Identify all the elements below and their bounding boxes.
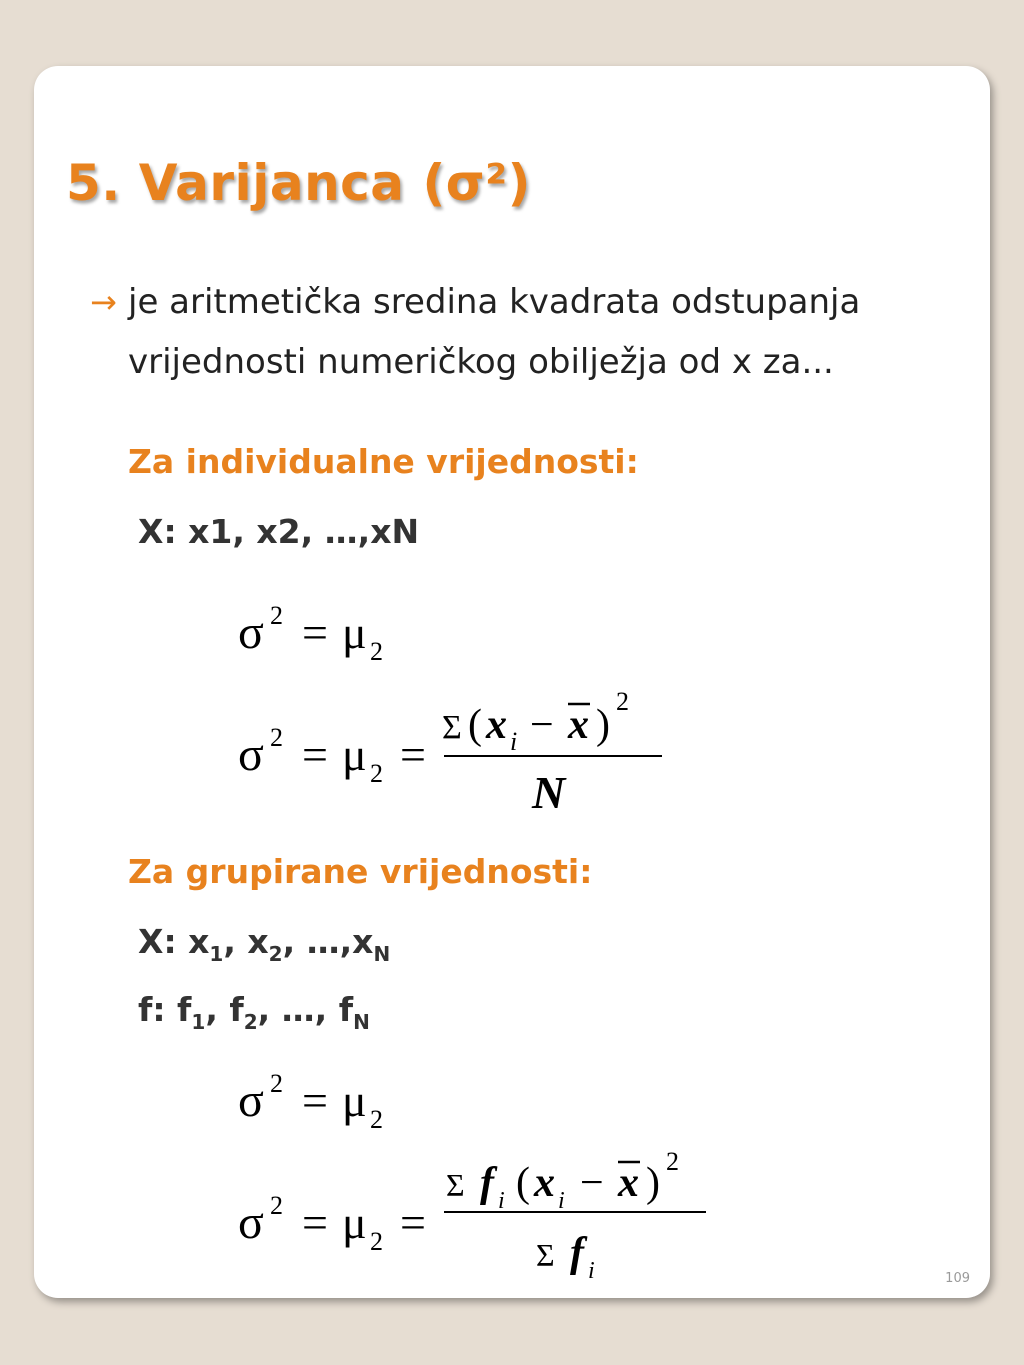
formula-variance-grouped — [234, 1146, 724, 1286]
formula-exponent: 2 — [616, 687, 629, 716]
formula-mu: μ — [342, 1197, 367, 1248]
formula-variance-short-1 — [234, 598, 434, 668]
formula-equals: = — [400, 1197, 426, 1248]
formula-exponent: 2 — [270, 601, 283, 630]
heading-grouped: Za grupirane vrijednosti: — [128, 852, 593, 891]
formula-sum: Σ — [536, 1237, 555, 1273]
series-x-mid-2: , …,x — [282, 922, 374, 961]
formula-rparen: ) — [646, 1160, 660, 1206]
series-x-lead: X: x — [138, 922, 210, 961]
slide-title: 5. Varijanca (σ²) — [66, 154, 531, 212]
series-x-sub-2: 2 — [268, 942, 283, 966]
formula-sum: Σ — [442, 709, 462, 746]
series-x-sub-N: N — [373, 942, 391, 966]
formula-exponent: 2 — [270, 1191, 283, 1220]
formula-index-i: i — [510, 727, 518, 756]
series-individual: X: x1, x2, …,xN — [138, 512, 420, 551]
heading-individual: Za individualne vrijednosti: — [128, 442, 639, 481]
formula-rparen: ) — [596, 702, 610, 748]
formula-variance-short-2 — [234, 1066, 434, 1136]
series-grouped-x — [138, 922, 390, 966]
series-x-sub-1: 1 — [209, 942, 224, 966]
series-x-mid-1: , x — [223, 922, 269, 961]
formula-exponent: 2 — [270, 1069, 283, 1098]
formula-minus: − — [580, 1160, 604, 1206]
formula-sigma: σ — [238, 1196, 264, 1249]
formula-subscript: 2 — [370, 759, 383, 788]
formula-lparen: ( — [468, 702, 482, 748]
formula-f: f — [570, 1230, 584, 1276]
bullet-line-1: je aritmetička sredina kvadrata odstupanja — [128, 282, 861, 322]
formula-sigma: σ — [238, 1074, 264, 1127]
arrow-right-icon: → — [90, 283, 117, 321]
formula-sum: Σ — [446, 1167, 465, 1203]
formula-equals: = — [400, 729, 426, 780]
formula-index-i: i — [498, 1188, 505, 1214]
formula-sigma: σ — [238, 728, 264, 781]
series-f-sub-N: N — [353, 1010, 370, 1034]
slide — [34, 66, 990, 1298]
formula-variance-individual — [234, 678, 674, 818]
series-f-sub-2: 2 — [243, 1010, 258, 1034]
formula-x: x — [534, 1160, 555, 1206]
formula-mu: μ — [342, 607, 367, 658]
formula-lparen: ( — [516, 1160, 530, 1206]
formula-index-i: i — [588, 1258, 595, 1284]
series-f-mid-2: , …, f — [257, 990, 354, 1029]
formula-equals: = — [302, 1197, 328, 1248]
formula-subscript: 2 — [370, 1227, 383, 1256]
formula-subscript: 2 — [370, 637, 383, 666]
formula-exponent: 2 — [270, 723, 283, 752]
bullet-line-2: vrijednosti numeričkog obilježja od x za... — [128, 342, 834, 382]
formula-index-i: i — [558, 1188, 565, 1214]
series-f-sub-1: 1 — [191, 1010, 206, 1034]
formula-subscript: 2 — [370, 1105, 383, 1134]
formula-equals: = — [302, 607, 328, 658]
formula-mu: μ — [342, 1075, 367, 1126]
page-number: 109 — [945, 1271, 970, 1286]
formula-x: x — [486, 702, 507, 748]
formula-xbar: x — [618, 1160, 639, 1206]
formula-N: N — [532, 767, 566, 818]
formula-equals: = — [302, 1075, 328, 1126]
bullet-definition — [90, 272, 970, 392]
series-grouped-f — [138, 990, 370, 1034]
series-f-mid-1: , f — [205, 990, 244, 1029]
formula-sigma: σ — [238, 606, 264, 659]
formula-f: f — [480, 1160, 494, 1206]
formula-minus: − — [530, 702, 554, 748]
formula-exponent: 2 — [666, 1147, 679, 1176]
formula-mu: μ — [342, 729, 367, 780]
formula-xbar: x — [568, 702, 589, 748]
formula-equals: = — [302, 729, 328, 780]
series-f-lead: f: f — [138, 990, 192, 1029]
